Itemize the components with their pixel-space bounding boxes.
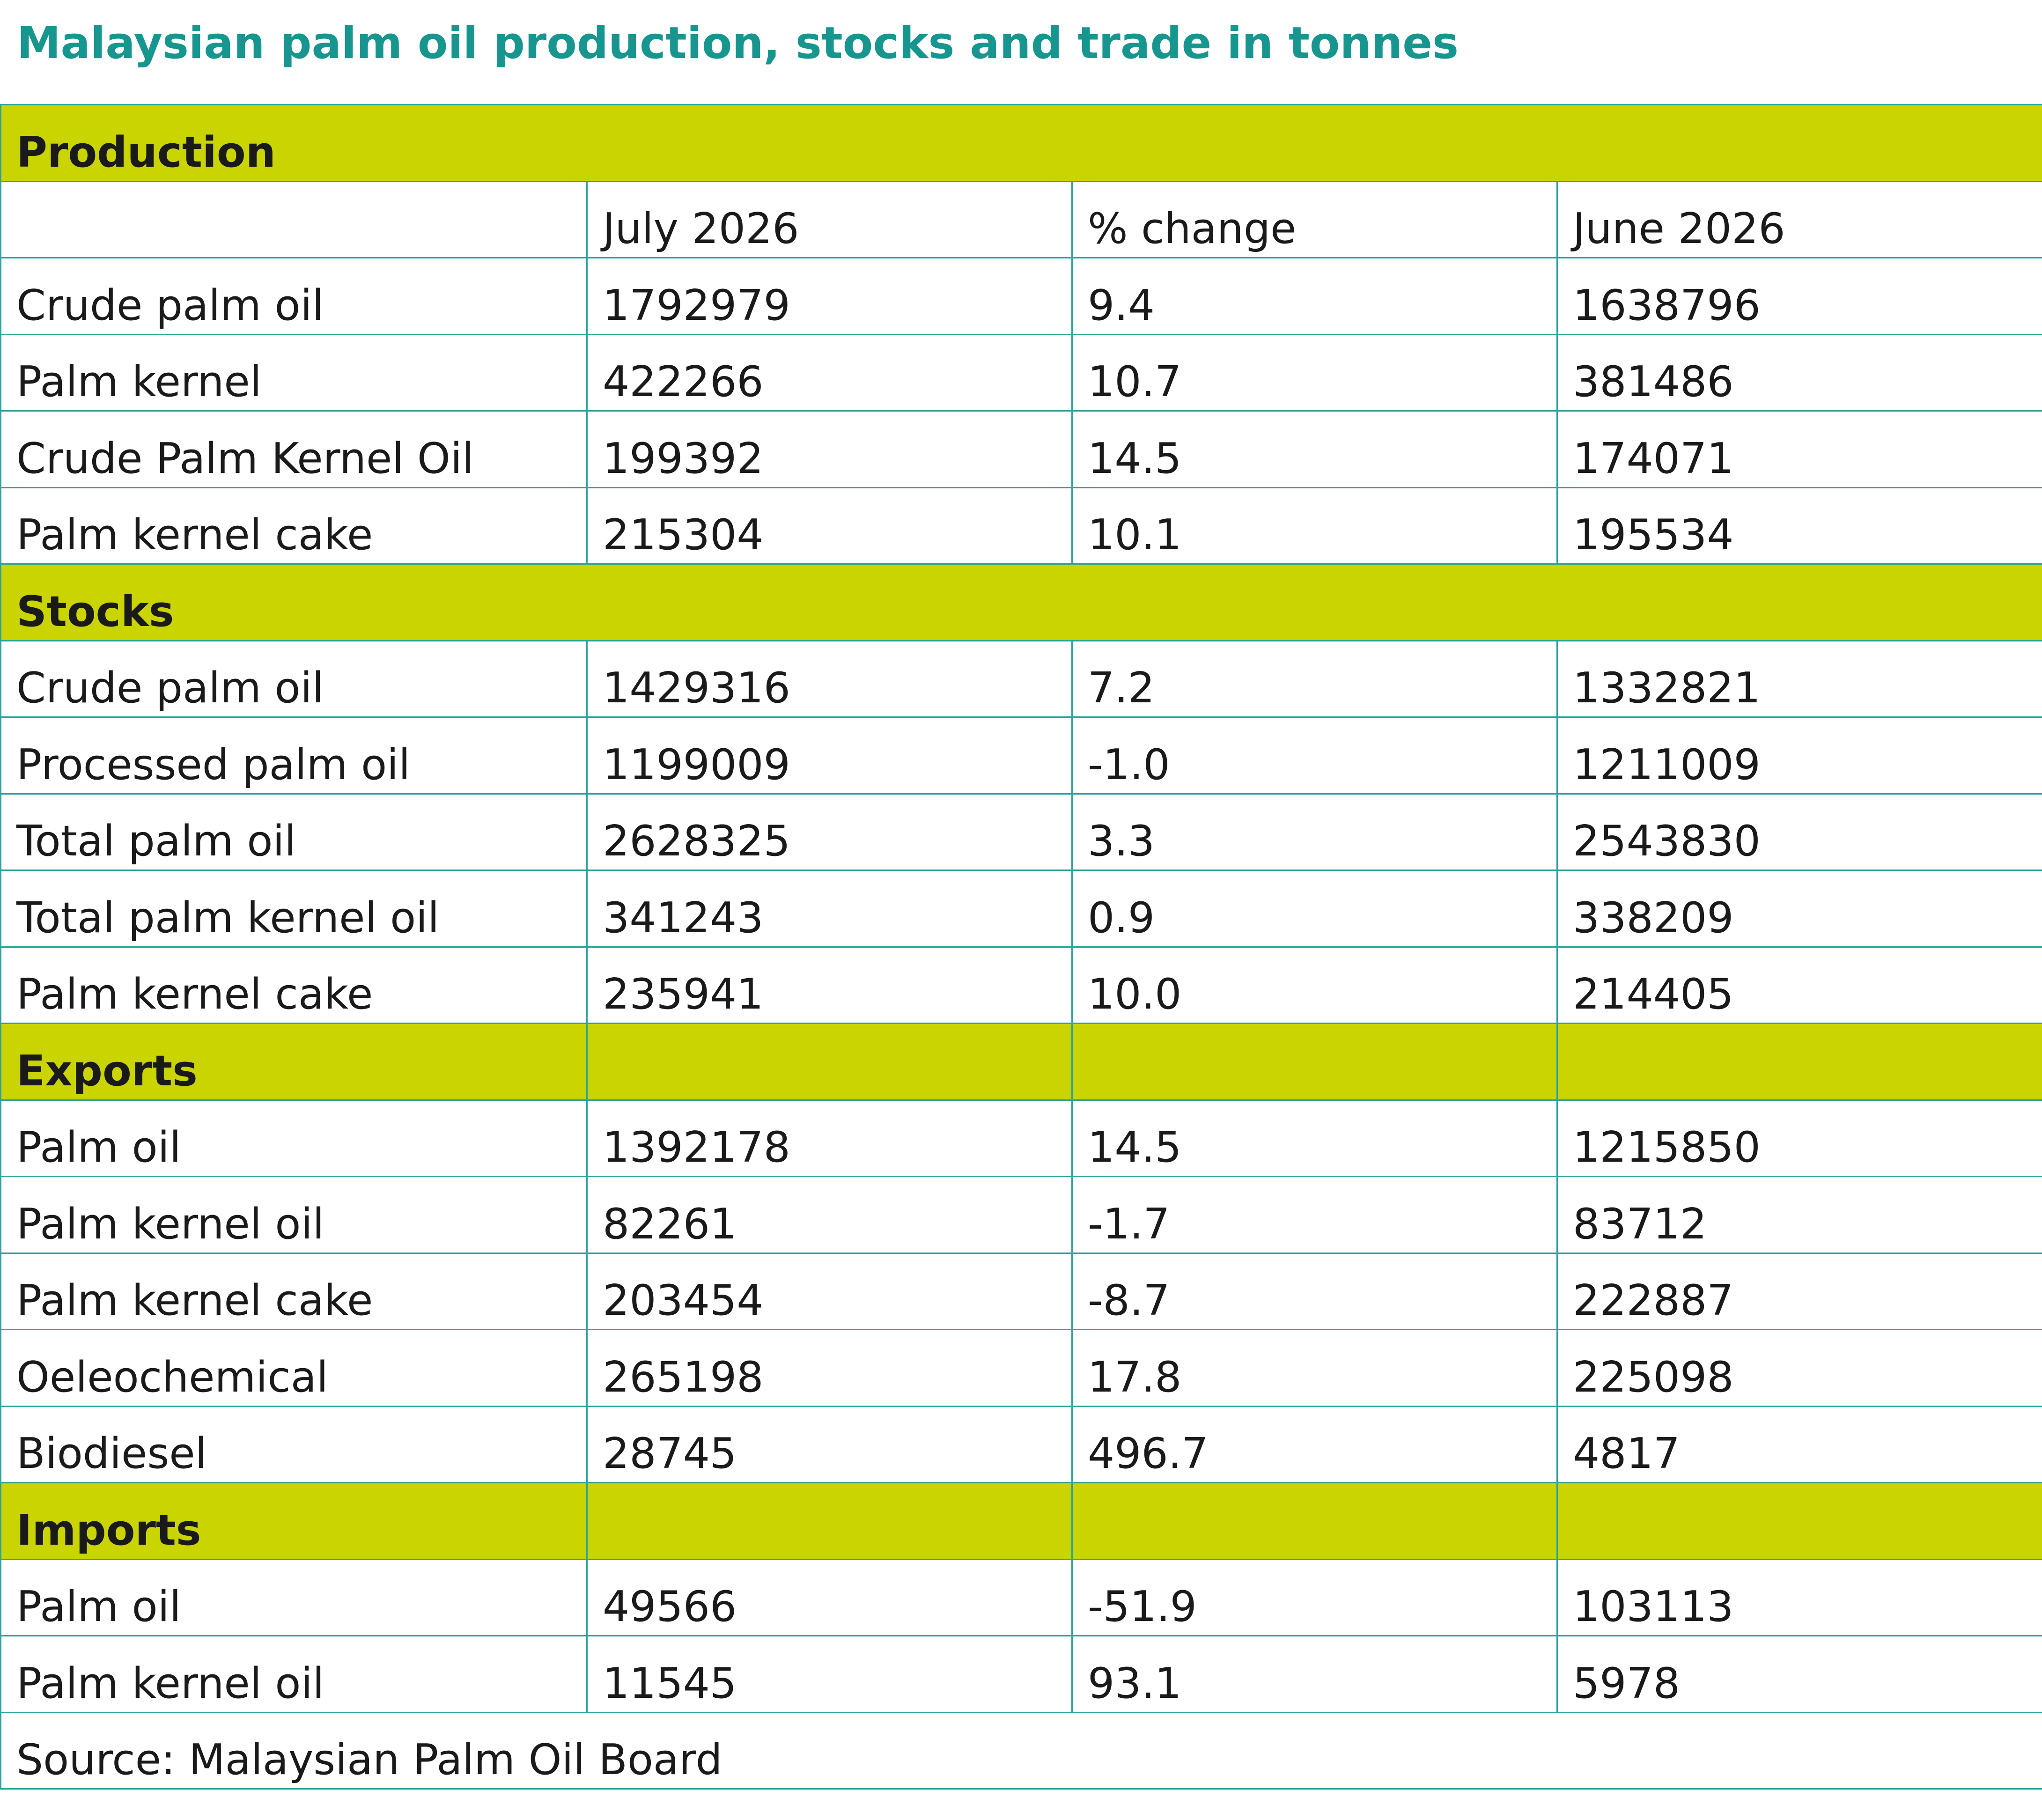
section-label: Imports	[1, 1483, 587, 1560]
row-label: Palm kernel cake	[1, 1253, 587, 1330]
july-value: 49566	[587, 1559, 1072, 1636]
row-label: Crude Palm Kernel Oil	[1, 411, 587, 488]
row-label: Palm oil	[1, 1100, 587, 1177]
table-row	[1, 1100, 2042, 1177]
table-row	[1, 947, 2042, 1024]
row-label: Total palm oil	[1, 794, 587, 870]
july-value: 265198	[587, 1330, 1072, 1407]
table-row	[1, 334, 2042, 411]
june-value: 338209	[1557, 870, 2042, 947]
table-row	[1, 487, 2042, 564]
row-label: Palm kernel oil	[1, 1636, 587, 1713]
section-label: Stocks	[1, 564, 2042, 641]
july-value: 203454	[587, 1253, 1072, 1330]
percent-change: 93.1	[1072, 1636, 1557, 1713]
source-note: Source: Malaysian Palm Oil Board	[1, 1712, 2042, 1789]
table-row	[1, 258, 2042, 335]
june-value: 225098	[1557, 1330, 2042, 1407]
empty-cell	[587, 1024, 1072, 1100]
table-row	[1, 1559, 2042, 1636]
june-value: 103113	[1557, 1559, 2042, 1636]
july-value: 1392178	[587, 1100, 1072, 1177]
row-label: Processed palm oil	[1, 717, 587, 794]
percent-change: -1.7	[1072, 1177, 1557, 1253]
row-label: Palm kernel cake	[1, 487, 587, 564]
percent-change: 10.0	[1072, 947, 1557, 1024]
row-label: Crude palm oil	[1, 258, 587, 335]
percent-change: -8.7	[1072, 1253, 1557, 1330]
july-value: 82261	[587, 1177, 1072, 1253]
row-label: Palm kernel oil	[1, 1177, 587, 1253]
table-row	[1, 717, 2042, 794]
july-value: 1199009	[587, 717, 1072, 794]
july-value: 422266	[587, 334, 1072, 411]
column-header: July 2026	[587, 181, 1072, 258]
empty-cell	[1072, 1483, 1557, 1560]
table-row	[1, 1406, 2042, 1483]
source-row	[1, 1712, 2042, 1789]
table-row	[1, 1330, 2042, 1407]
table-row	[1, 1253, 2042, 1330]
july-value: 215304	[587, 487, 1072, 564]
row-label: Palm kernel cake	[1, 947, 587, 1024]
july-value: 28745	[587, 1406, 1072, 1483]
july-value: 2628325	[587, 794, 1072, 870]
row-label: Palm oil	[1, 1559, 587, 1636]
empty-cell	[1557, 1483, 2042, 1560]
row-label: Crude palm oil	[1, 641, 587, 717]
table-title: Malaysian palm oil production, stocks and trade in tonnes	[17, 18, 1459, 69]
percent-change: -1.0	[1072, 717, 1557, 794]
june-value: 222887	[1557, 1253, 2042, 1330]
column-header: % change	[1072, 181, 1557, 258]
june-value: 1332821	[1557, 641, 2042, 717]
june-value: 214405	[1557, 947, 2042, 1024]
column-header-row	[1, 181, 2042, 258]
percent-change: 14.5	[1072, 411, 1557, 488]
july-value: 11545	[587, 1636, 1072, 1713]
june-value: 5978	[1557, 1636, 2042, 1713]
row-label: Oeleochemical	[1, 1330, 587, 1407]
june-value: 1215850	[1557, 1100, 2042, 1177]
percent-change: 3.3	[1072, 794, 1557, 870]
row-label: Total palm kernel oil	[1, 870, 587, 947]
empty-cell	[1557, 1024, 2042, 1100]
table-row	[1, 641, 2042, 717]
july-value: 1792979	[587, 258, 1072, 335]
column-header: June 2026	[1557, 181, 2042, 258]
june-value: 381486	[1557, 334, 2042, 411]
percent-change: 7.2	[1072, 641, 1557, 717]
july-value: 341243	[587, 870, 1072, 947]
percent-change: 10.1	[1072, 487, 1557, 564]
percent-change: 17.8	[1072, 1330, 1557, 1407]
june-value: 1638796	[1557, 258, 2042, 335]
july-value: 199392	[587, 411, 1072, 488]
june-value: 2543830	[1557, 794, 2042, 870]
july-value: 1429316	[587, 641, 1072, 717]
percent-change: 10.7	[1072, 334, 1557, 411]
table-row	[1, 1636, 2042, 1713]
empty-cell	[1072, 1024, 1557, 1100]
empty-cell	[587, 1483, 1072, 1560]
july-value: 235941	[587, 947, 1072, 1024]
june-value: 1211009	[1557, 717, 2042, 794]
section-header-stocks	[1, 564, 2042, 641]
june-value: 174071	[1557, 411, 2042, 488]
row-label: Biodiesel	[1, 1406, 587, 1483]
percent-change: 9.4	[1072, 258, 1557, 335]
section-label: Exports	[1, 1024, 587, 1100]
june-value: 83712	[1557, 1177, 2042, 1253]
percent-change: 496.7	[1072, 1406, 1557, 1483]
section-header-production	[1, 105, 2042, 182]
table-row	[1, 794, 2042, 870]
percent-change: 14.5	[1072, 1100, 1557, 1177]
june-value: 4817	[1557, 1406, 2042, 1483]
section-header-exports	[1, 1024, 2042, 1100]
column-header	[1, 181, 587, 258]
percent-change: 0.9	[1072, 870, 1557, 947]
june-value: 195534	[1557, 487, 2042, 564]
table-row	[1, 411, 2042, 488]
row-label: Palm kernel	[1, 334, 587, 411]
table-row	[1, 1177, 2042, 1253]
table-row	[1, 870, 2042, 947]
percent-change: -51.9	[1072, 1559, 1557, 1636]
section-header-imports	[1, 1483, 2042, 1560]
section-label: Production	[1, 105, 2042, 182]
palm-oil-table	[0, 104, 2042, 1790]
